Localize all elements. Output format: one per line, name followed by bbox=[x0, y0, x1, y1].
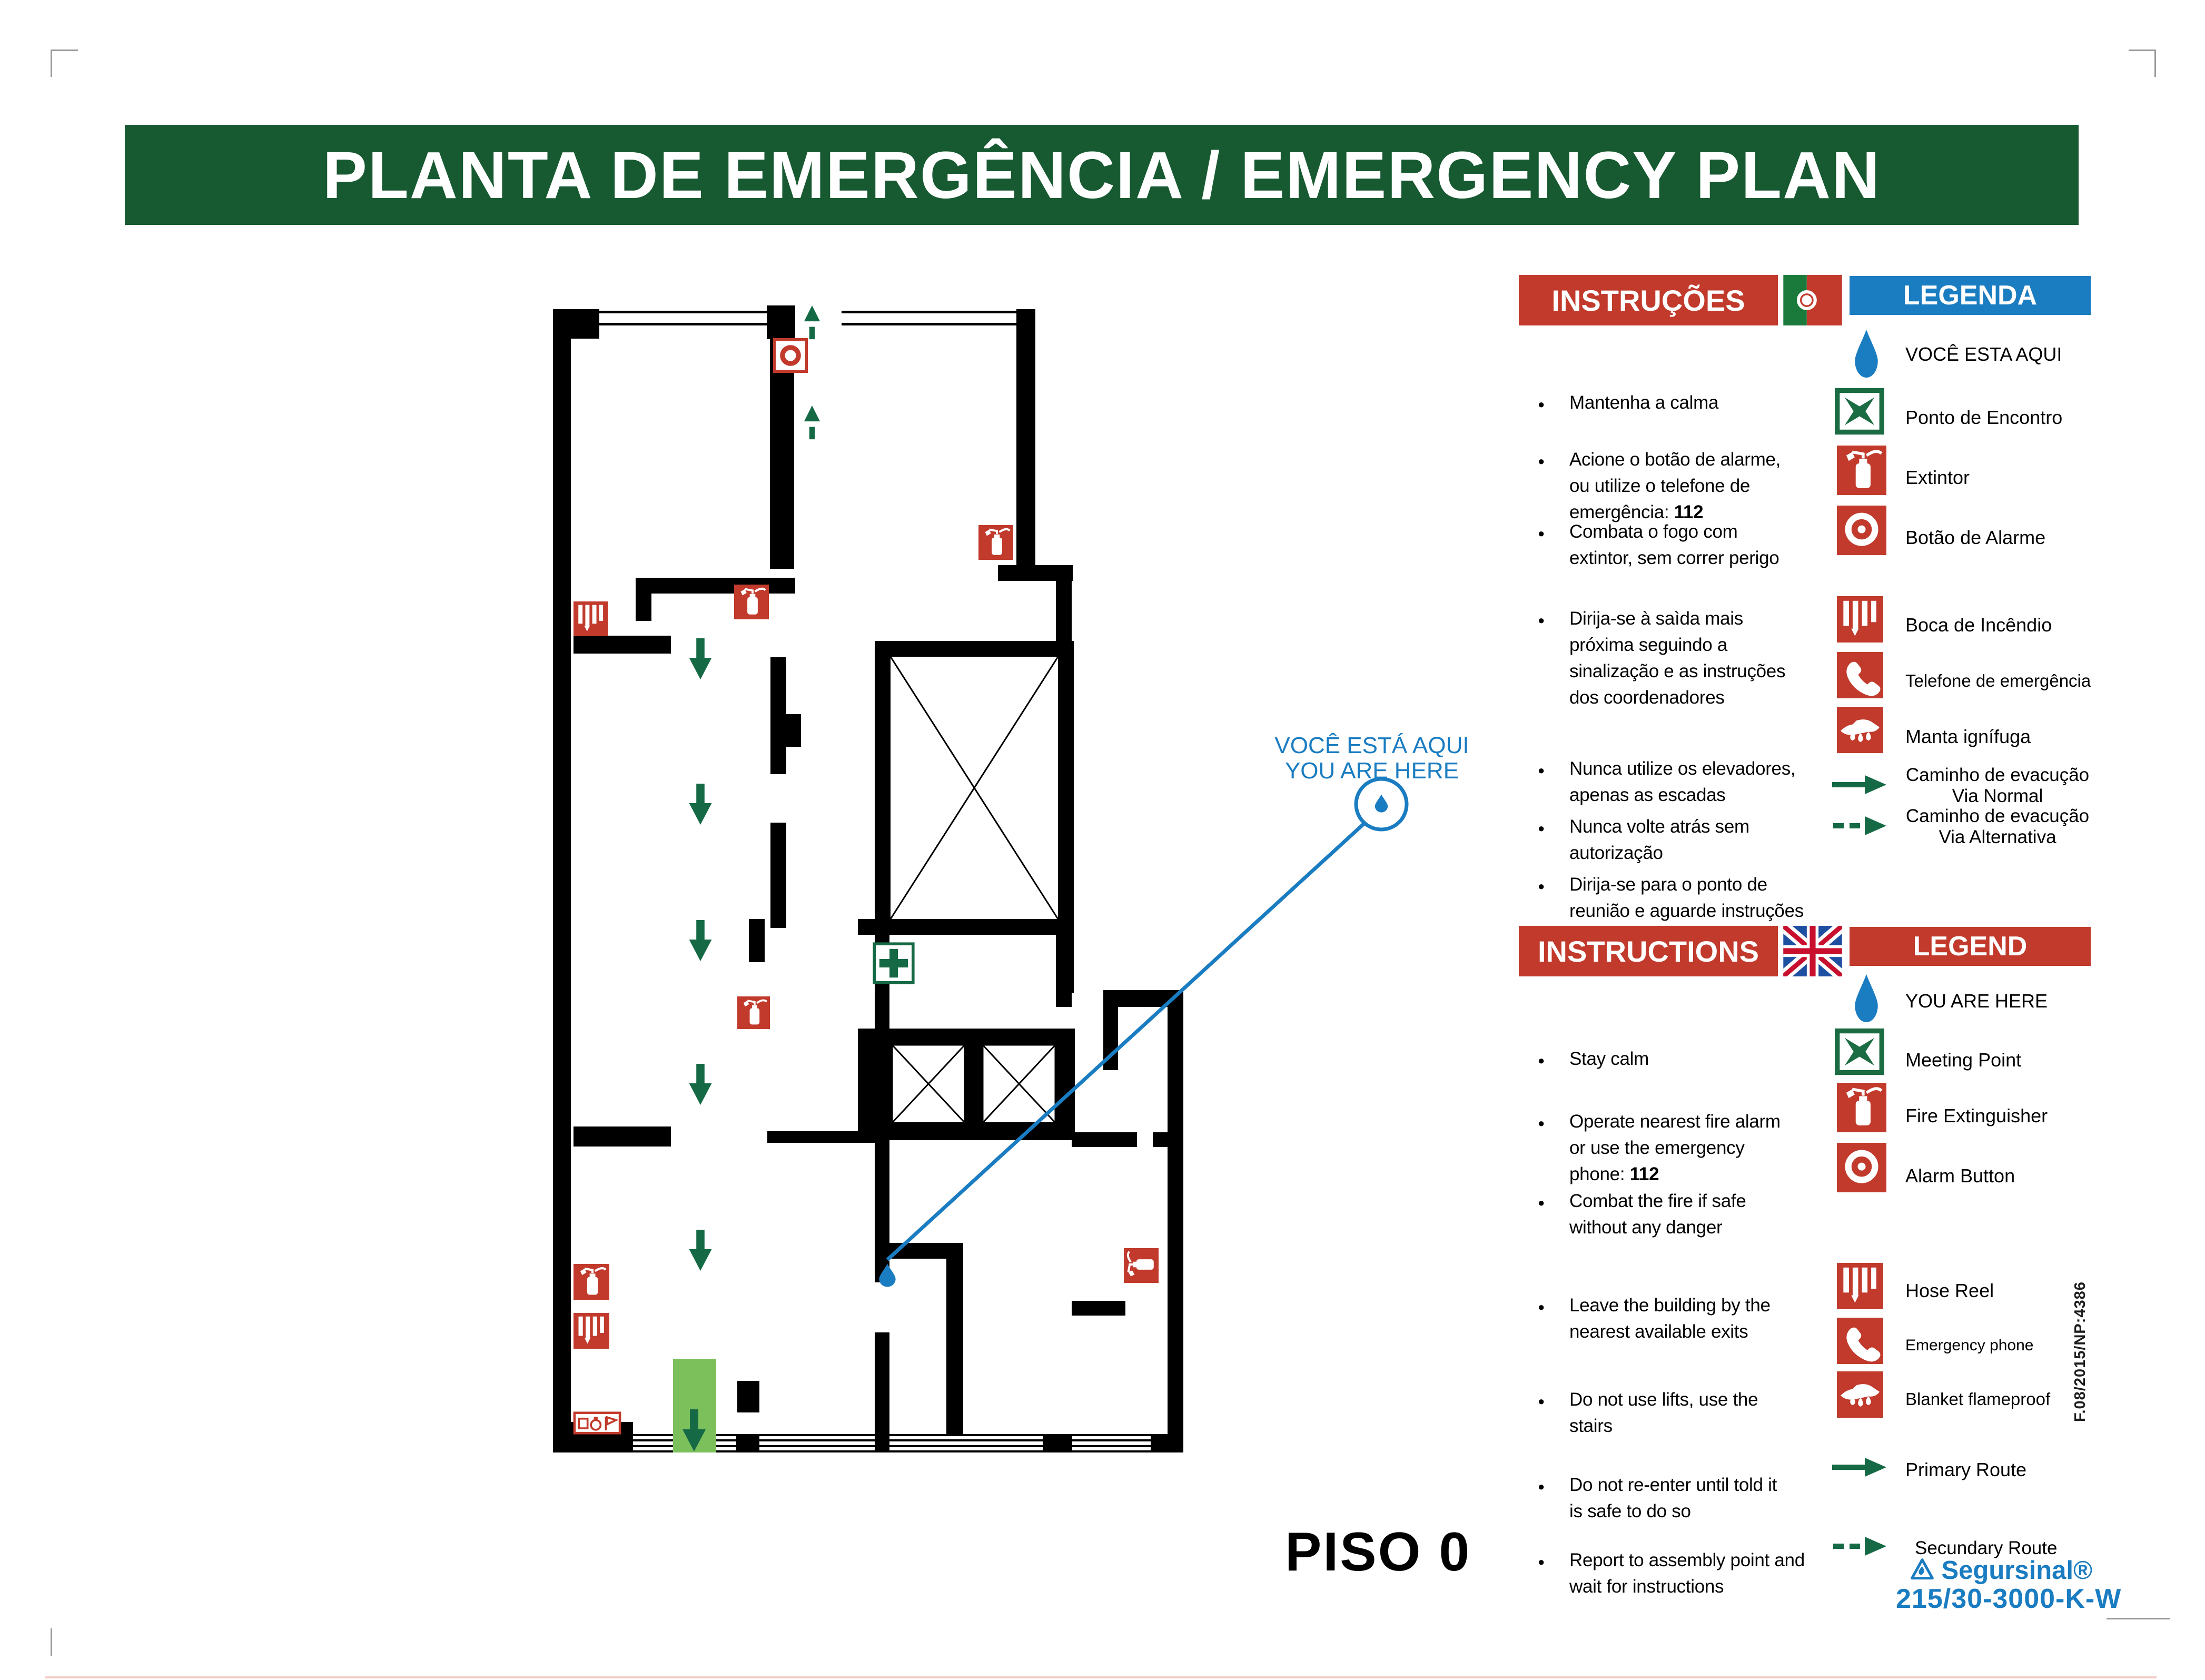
instruction-line: ● Nunca utilize os elevadores, bbox=[1569, 758, 1796, 779]
uk-flag-icon bbox=[1783, 926, 1842, 976]
instruction-item bbox=[1536, 1472, 1854, 1525]
instruction-item bbox=[1536, 756, 1854, 808]
primary-route-arrow-down-2 bbox=[689, 784, 712, 825]
callout-line-en: YOU ARE HERE bbox=[1284, 758, 1459, 784]
plan-walls bbox=[553, 305, 1183, 1452]
instruction-line: próxima seguindo a bbox=[1569, 635, 1728, 655]
legend-label: Secundary Route bbox=[1915, 1538, 2058, 1558]
crop-mark-top-left bbox=[51, 50, 78, 51]
floor-plan bbox=[537, 284, 1485, 1559]
instruction-item bbox=[1536, 1046, 1854, 1072]
legend-en-header-label: LEGEND bbox=[1913, 931, 2028, 962]
instruction-line: ou utilize o telefone de bbox=[1569, 476, 1751, 496]
instruction-item bbox=[1536, 447, 1854, 526]
secondary-route-arrow-up-1 bbox=[804, 305, 820, 339]
product-model: 215/30-3000-K-W bbox=[1896, 1584, 2122, 1614]
instruction-line: ● Mantenha a calma bbox=[1569, 392, 1719, 413]
instructions-pt-header-label: INSTRUÇÕES bbox=[1551, 283, 1745, 317]
meeting-point-icon bbox=[1835, 387, 1884, 436]
instructions-en-header-label: INSTRUCTIONS bbox=[1538, 934, 1759, 968]
fire-extinguisher-icon bbox=[1837, 1083, 1886, 1132]
instruction-line: or use the emergency bbox=[1569, 1138, 1745, 1158]
instruction-line: ● Combata o fogo com bbox=[1569, 521, 1738, 542]
legend-label: Primary Route bbox=[1905, 1459, 2027, 1480]
hose-reel-icon bbox=[574, 1313, 609, 1349]
portugal-flag-icon bbox=[1783, 275, 1842, 325]
alarm-button-icon bbox=[775, 340, 807, 372]
instruction-line: ● Dirija-se à saìda mais bbox=[1569, 608, 1743, 629]
instruction-line: is safe to do so bbox=[1569, 1501, 1691, 1521]
you-are-here-drop-icon bbox=[1850, 972, 1883, 1023]
secondary-route-arrow-up-2 bbox=[804, 406, 820, 439]
instruction-item bbox=[1536, 1188, 1854, 1241]
fire-extinguisher-icon bbox=[737, 996, 770, 1029]
brand-name: Segursinal® bbox=[1941, 1556, 2093, 1585]
document-code: F.08/2015/NP:4386 bbox=[2072, 1281, 2089, 1422]
primary-route-arrow bbox=[1832, 1457, 1887, 1478]
instruction-line: sinalização e as instruções bbox=[1569, 661, 1786, 681]
legend-label: Fire Extinguisher bbox=[1905, 1105, 2048, 1126]
instruction-line: without any danger bbox=[1569, 1217, 1723, 1238]
callout-line-pt: VOCÊ ESTÁ AQUI bbox=[1274, 733, 1469, 758]
elevator-shaft-small-1 bbox=[892, 1044, 965, 1123]
legend-pt-header-label: LEGENDA bbox=[1903, 280, 2038, 311]
crop-mark-top-right-v bbox=[2154, 50, 2156, 77]
emergency-phone-icon bbox=[1837, 1318, 1883, 1364]
legend-label: Meeting Point bbox=[1905, 1049, 2022, 1071]
instruction-item bbox=[1536, 872, 1854, 924]
elevator-shaft-large bbox=[891, 657, 1058, 919]
fire-blanket-icon bbox=[1837, 1371, 1883, 1418]
instruction-line: dos coordenadores bbox=[1569, 687, 1725, 708]
legend-pt-header bbox=[1850, 276, 2091, 315]
fire-equipment-panel-icon bbox=[575, 1413, 620, 1434]
legend-label: Extintor bbox=[1905, 467, 1970, 488]
instruction-line: ● Acione o botão de alarme, bbox=[1569, 449, 1781, 470]
floor-label: PISO 0 bbox=[1285, 1521, 1471, 1583]
instruction-line: ● Do not use lifts, use the bbox=[1569, 1389, 1758, 1410]
instruction-item bbox=[1536, 606, 1854, 711]
alarm-button-icon bbox=[1837, 506, 1886, 555]
first-aid-icon bbox=[874, 944, 913, 983]
crop-mark-top-left-v bbox=[51, 50, 52, 77]
primary-route-arrow-down-1 bbox=[689, 638, 712, 679]
instruction-item bbox=[1536, 519, 1854, 571]
instruction-line: nearest available exits bbox=[1569, 1321, 1748, 1342]
legend-label: Caminho de evacução Via Normal bbox=[1905, 765, 2090, 806]
legend-label: Telefone de emergência bbox=[1905, 671, 2091, 690]
legend-label: Alarm Button bbox=[1905, 1165, 2015, 1187]
primary-route-arrow-down-5 bbox=[689, 1230, 712, 1271]
instruction-line: ● Leave the building by the bbox=[1569, 1295, 1771, 1316]
emergency-phone-icon bbox=[1837, 652, 1883, 698]
fire-blanket-icon bbox=[1837, 707, 1883, 753]
primary-route-arrow-down-3 bbox=[689, 920, 712, 961]
legend-label: Manta ignífuga bbox=[1905, 726, 2031, 747]
fire-extinguisher-icon bbox=[734, 585, 769, 619]
fire-extinguisher-icon bbox=[1124, 1248, 1159, 1283]
crop-mark-top-right bbox=[2129, 50, 2156, 51]
legend-label: Blanket flameproof bbox=[1905, 1389, 2051, 1409]
crop-mark-bottom-right bbox=[2107, 1618, 2170, 1619]
secondary-route-arrow bbox=[1832, 1536, 1887, 1557]
instruction-line: ● Stay calm bbox=[1569, 1049, 1649, 1069]
brand-flame-triangle-icon bbox=[1910, 1558, 1934, 1582]
fire-extinguisher-icon bbox=[1837, 446, 1886, 495]
legend-label: Botão de Alarme bbox=[1905, 527, 2046, 548]
legend-label: YOU ARE HERE bbox=[1905, 990, 2048, 1012]
primary-route-arrow-down-4 bbox=[689, 1064, 712, 1105]
instruction-line: phone: 112 bbox=[1569, 1164, 1659, 1184]
instruction-line: ● Dirija-se para o ponto de bbox=[1569, 874, 1767, 895]
secondary-route-arrow bbox=[1832, 815, 1887, 836]
meeting-point-icon bbox=[1835, 1027, 1884, 1076]
instruction-line: ● Operate nearest fire alarm bbox=[1569, 1111, 1781, 1132]
instruction-item bbox=[1536, 1292, 1854, 1345]
instruction-item bbox=[1536, 1387, 1854, 1439]
primary-route-arrow bbox=[1832, 774, 1887, 795]
hose-reel-icon bbox=[1837, 596, 1883, 643]
title-banner bbox=[125, 125, 2079, 225]
hose-reel-icon bbox=[1837, 1263, 1883, 1309]
instruction-line: extintor, sem correr perigo bbox=[1569, 548, 1779, 568]
legend-label: Ponto de Encontro bbox=[1905, 407, 2063, 428]
legend-label: Boca de Incêndio bbox=[1905, 614, 2052, 636]
hose-reel-icon bbox=[574, 601, 608, 636]
instructions-en-header bbox=[1519, 926, 1778, 976]
instruction-item bbox=[1536, 1547, 1854, 1600]
instruction-item bbox=[1536, 390, 1854, 416]
elevator-shaft-small-2 bbox=[982, 1044, 1056, 1123]
instruction-line: stairs bbox=[1569, 1416, 1613, 1436]
legend-label: VOCÊ ESTA AQUI bbox=[1905, 343, 2062, 365]
instruction-line: apenas as escadas bbox=[1569, 785, 1726, 805]
page-edge-line bbox=[45, 1676, 2157, 1678]
instruction-item bbox=[1536, 1109, 1854, 1188]
fire-extinguisher-icon bbox=[574, 1264, 609, 1300]
instruction-line: ● Combat the fire if safe bbox=[1569, 1191, 1746, 1211]
instruction-line: ● Report to assembly point and bbox=[1569, 1550, 1805, 1570]
instructions-pt-header bbox=[1519, 275, 1778, 325]
alarm-button-icon bbox=[1837, 1143, 1886, 1192]
instruction-line: reunião e aguarde instruções bbox=[1569, 901, 1804, 921]
instruction-line: emergência: 112 bbox=[1569, 502, 1704, 522]
instruction-line: ● Do not re-enter until told it bbox=[1569, 1475, 1777, 1495]
instruction-item bbox=[1536, 814, 1854, 866]
brand-logo-row bbox=[1896, 1556, 2107, 1585]
fire-extinguisher-icon bbox=[978, 525, 1013, 560]
instruction-line: autorização bbox=[1569, 843, 1663, 863]
you-are-here-drop-icon bbox=[1850, 328, 1883, 378]
instruction-line: ● Nunca volte atrás sem bbox=[1569, 816, 1749, 837]
legend-label: Hose Reel bbox=[1905, 1280, 1994, 1301]
legend-en-header bbox=[1850, 927, 2091, 966]
legend-label: Emergency phone bbox=[1905, 1337, 2034, 1354]
page-title: PLANTA DE EMERGÊNCIA / EMERGENCY PLAN bbox=[322, 137, 1881, 212]
legend-label: Caminho de evacução Via Alternativa bbox=[1905, 806, 2090, 847]
instruction-line: wait for instructions bbox=[1569, 1576, 1724, 1597]
crop-mark-bottom-left bbox=[51, 1628, 52, 1656]
